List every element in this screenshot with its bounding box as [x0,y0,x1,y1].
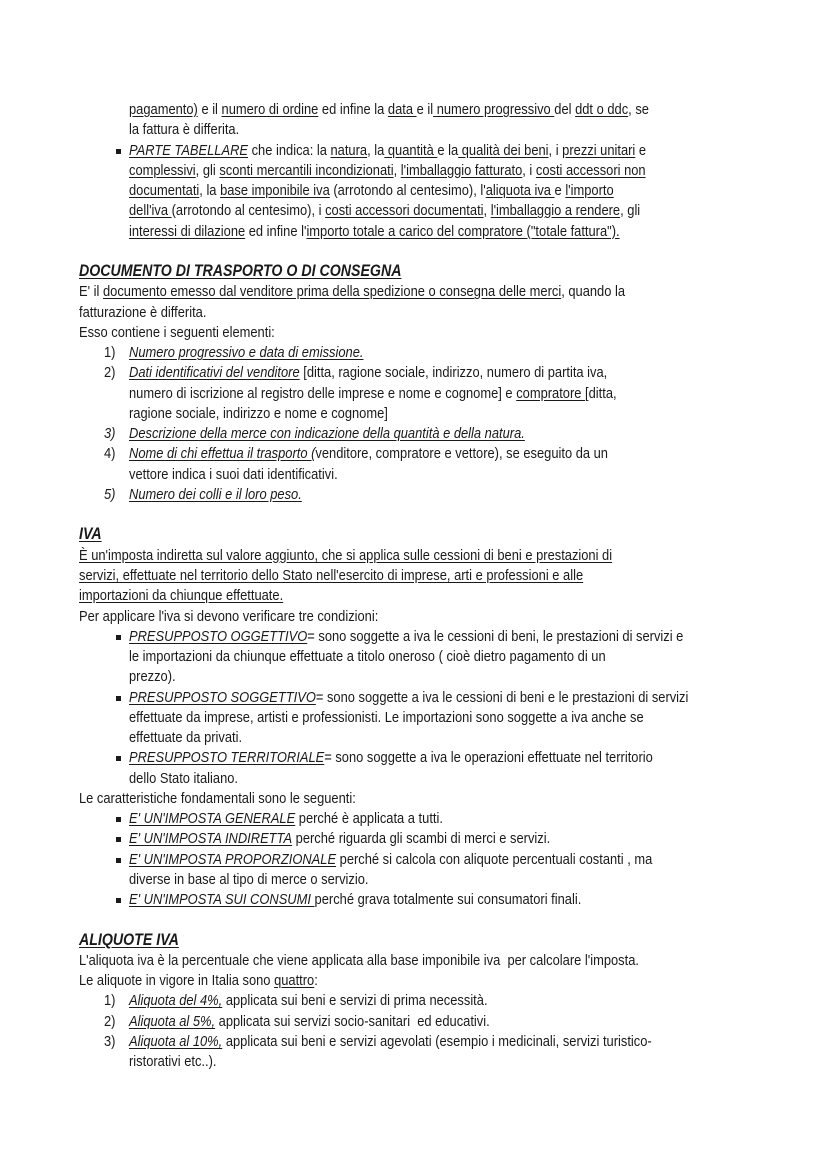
emphasized-text: l'imballaggio a rendere [490,202,621,220]
text-line [129,384,617,404]
text-run: del [554,101,576,118]
section-heading [79,930,179,950]
text-run: L'aliquota iva è la percentuale che viene applicata alla base imponibile iva per calcolare l'imposta. [79,951,639,969]
text-line [129,1032,652,1052]
heading-text: IVA [79,525,102,544]
list-number: 5) [104,485,116,503]
emphasized-text: prezzi unitari [562,141,636,159]
emphasized-text: quantità [384,141,438,159]
text-line [79,607,378,627]
text-line [129,201,640,221]
text-run: : [314,972,318,990]
text-run: , la [367,141,385,159]
list-number: 2) [104,1012,116,1030]
text-line [129,465,338,485]
emphasized-text: PARTE TABELLARE [129,141,249,159]
emphasized-text: qualità dei beni [458,141,549,159]
bullet-icon [116,756,121,761]
text-run: = sono soggette a iva le operazioni effettuate nel territorio [324,749,653,767]
text-line [79,566,583,586]
emphasized-text: compratore [516,384,586,402]
text-line [79,789,356,809]
emphasized-text: l'importo [565,182,614,200]
emphasized-text: dell'iva [129,202,172,220]
text-line [129,809,443,829]
text-run: , [483,202,491,220]
text-line [129,141,646,161]
text-line [129,627,683,647]
emphasized-text: l'imballaggio fatturato [400,161,523,179]
text-line [79,586,283,606]
text-line [129,444,608,464]
emphasized-text: importo totale a carico del compratore ("totale fattura"). [306,222,620,240]
bullet-icon [116,837,121,842]
text-line [129,1012,490,1032]
emphasized-text: E' UN'IMPOSTA INDIRETTA [129,830,293,848]
text-run: fatturazione è differita. [79,303,207,321]
text-run: e [554,182,566,200]
text-run: , quando la [561,283,626,301]
emphasized-text: servizi, effettuate nel territorio dello Stato nell'esercito di imprese, arti e professioni e alle [79,566,584,584]
text-line [129,667,176,687]
bullet-icon [116,696,121,701]
emphasized-text: quattro [274,972,315,990]
heading-text: DOCUMENTO DI TRASPORTO O DI CONSEGNA [79,262,402,281]
text-run: Esso contiene i seguenti elementi: [79,323,275,341]
text-line [79,546,612,566]
section-heading [79,261,401,281]
text-line [129,850,652,870]
text-run: Le caratteristiche fondamentali sono le seguenti: [79,789,356,807]
emphasized-text: numero di ordine [221,101,319,118]
text-line [129,485,302,505]
text-run: e il [416,101,434,118]
text-run: perché riguarda gli scambi di merci e servizi. [292,830,551,848]
text-run: ragione sociale, indirizzo e nome e cognome] [129,404,388,422]
text-run: vettore indica i suoi dati identificativi. [129,465,338,483]
text-line [79,303,206,323]
text-run: , gli [620,202,641,220]
text-run: e [635,141,647,159]
text-line [129,424,525,444]
text-line [129,769,238,789]
emphasized-text: PRESUPPOSTO OGGETTIVO [129,627,308,645]
emphasized-text: importazioni da chiunque effettuate. [79,587,284,605]
text-line [129,120,239,140]
emphasized-text: PRESUPPOSTO TERRITORIALE [129,749,325,767]
emphasized-text: Nome di chi effettua il trasporto ( [129,445,316,463]
text-run: , i [548,141,563,159]
text-line [129,343,363,363]
emphasized-text: Aliquota del 4%, [129,992,223,1010]
bullet-icon [116,635,121,640]
section-heading [79,524,102,544]
text-run: E' il [79,283,103,301]
emphasized-text: costi accessori non [535,161,646,179]
bullet-icon [116,149,121,154]
emphasized-text: Numero progressivo e data di emissione. [129,344,364,362]
text-run: ed infine la [318,101,388,118]
text-run: ed infine l' [245,222,307,240]
emphasized-text: ddt o ddc [575,101,629,118]
emphasized-text: interessi di dilazione [129,222,246,240]
list-number: 3) [104,1032,116,1050]
text-run: , [393,161,401,179]
text-run: effettuate da imprese, artisti e professionisti. Le importazioni sono soggette a iva anche se [129,708,644,726]
emphasized-text: E' UN'IMPOSTA GENERALE [129,810,296,828]
emphasized-text: Descrizione della merce con indicazione della quantità e della natura. [129,425,525,443]
text-run: prezzo). [129,668,176,686]
text-run: , i [522,161,536,179]
text-run: applicata sui servizi socio-sanitari ed educativi. [215,1012,490,1030]
text-line [129,404,388,424]
text-line [129,870,368,890]
text-line [129,829,550,849]
text-line [129,647,606,667]
emphasized-text: Aliquota al 5%, [129,1012,216,1030]
text-line [129,181,614,201]
text-run: perché grava totalmente sui consumatori finali. [314,891,582,909]
text-run: e il [197,101,222,118]
emphasized-text: PRESUPPOSTO SOGGETTIVO [129,688,316,706]
text-run: venditore, compratore e vettore), se eseguito da un [315,445,608,463]
text-run: [ditta, [585,384,617,402]
emphasized-text: aliquota iva [485,182,555,200]
text-run: perché è applicata a tutti. [295,810,443,828]
text-run: (arrotondo al centesimo), l' [329,182,486,200]
text-line [129,100,649,120]
bullet-icon [116,858,121,863]
emphasized-text: Aliquota al 10%, [129,1032,223,1050]
emphasized-text: Dati identificativi del venditore [129,364,300,382]
text-run: numero di iscrizione al registro delle imprese e nome e cognome] e [129,384,517,402]
text-run: diverse in base al tipo di merce o servizio. [129,870,369,888]
text-run: , la [199,182,221,200]
bullet-icon [116,817,121,822]
text-run: , gli [195,161,220,179]
text-run: = sono soggette a iva le cessioni di beni e le prestazioni di servizi [315,688,689,706]
text-line [129,890,581,910]
emphasized-text: data [387,101,417,118]
emphasized-text: natura [330,141,368,159]
text-run: che indica: la [248,141,331,159]
text-line [129,1052,216,1072]
text-line [79,323,275,343]
emphasized-text: E' UN'IMPOSTA PROPORZIONALE [129,850,337,868]
text-run: = sono soggette a iva le cessioni di beni, le prestazioni di servizi e [307,627,684,645]
emphasized-text: È un'imposta indiretta sul valore aggiunto, che si applica sulle cessioni di beni e prestazioni di [79,546,613,564]
emphasized-text: sconti mercantili incondizionati [219,161,394,179]
text-run: Per applicare l'iva si devono verificare tre condizioni: [79,607,379,625]
text-run: le importazioni da chiunque effettuate a titolo oneroso ( cioè dietro pagamento di un [129,648,606,666]
list-number: 4) [104,445,116,463]
list-number: 2) [104,364,116,382]
emphasized-text: Numero dei colli e il loro peso. [129,485,302,503]
text-run: , se [628,101,649,118]
text-run: applicata sui beni e servizi agevolati (esempio i medicinali, servizi turistico- [222,1032,652,1050]
emphasized-text: costi accessori documentati [325,202,484,220]
text-line [129,363,607,383]
text-line [79,951,639,971]
text-run: la fattura è differita. [129,121,240,139]
text-line [79,971,318,991]
text-line [129,161,646,181]
bullet-icon [116,898,121,903]
emphasized-text: complessivi [129,161,196,179]
text-line [129,728,242,748]
emphasized-text: E' UN'IMPOSTA SUI CONSUMI [129,891,315,909]
text-run: (arrotondo al centesimo), i [171,202,326,220]
text-run: perché si calcola con aliquote percentuali costanti , ma [336,850,653,868]
text-run: [ditta, ragione sociale, indirizzo, numero di partita iva, [299,364,608,382]
list-number: 1) [104,344,116,362]
emphasized-text: pagamento) [129,101,198,118]
text-line [129,708,644,728]
text-run: dello Stato italiano. [129,769,239,787]
text-line [129,688,688,708]
heading-text: ALIQUOTE IVA [79,930,179,949]
text-line [129,748,653,768]
text-run: effettuate da privati. [129,729,243,747]
text-line [129,222,620,242]
text-run: Le aliquote in vigore in Italia sono [79,972,275,990]
list-number: 3) [104,425,116,443]
emphasized-text: documento emesso dal venditore prima della spedizione o consegna delle merci [102,283,562,301]
text-run: ristorativi etc..). [129,1053,217,1071]
text-line [129,991,488,1011]
emphasized-text: documentati [129,182,200,200]
emphasized-text: base imponibile iva [220,182,330,200]
list-number: 1) [104,992,116,1010]
text-line [79,282,625,302]
text-run: e la [437,141,459,159]
emphasized-text: numero progressivo [433,101,555,118]
text-run: applicata sui beni e servizi di prima necessità. [222,992,488,1010]
